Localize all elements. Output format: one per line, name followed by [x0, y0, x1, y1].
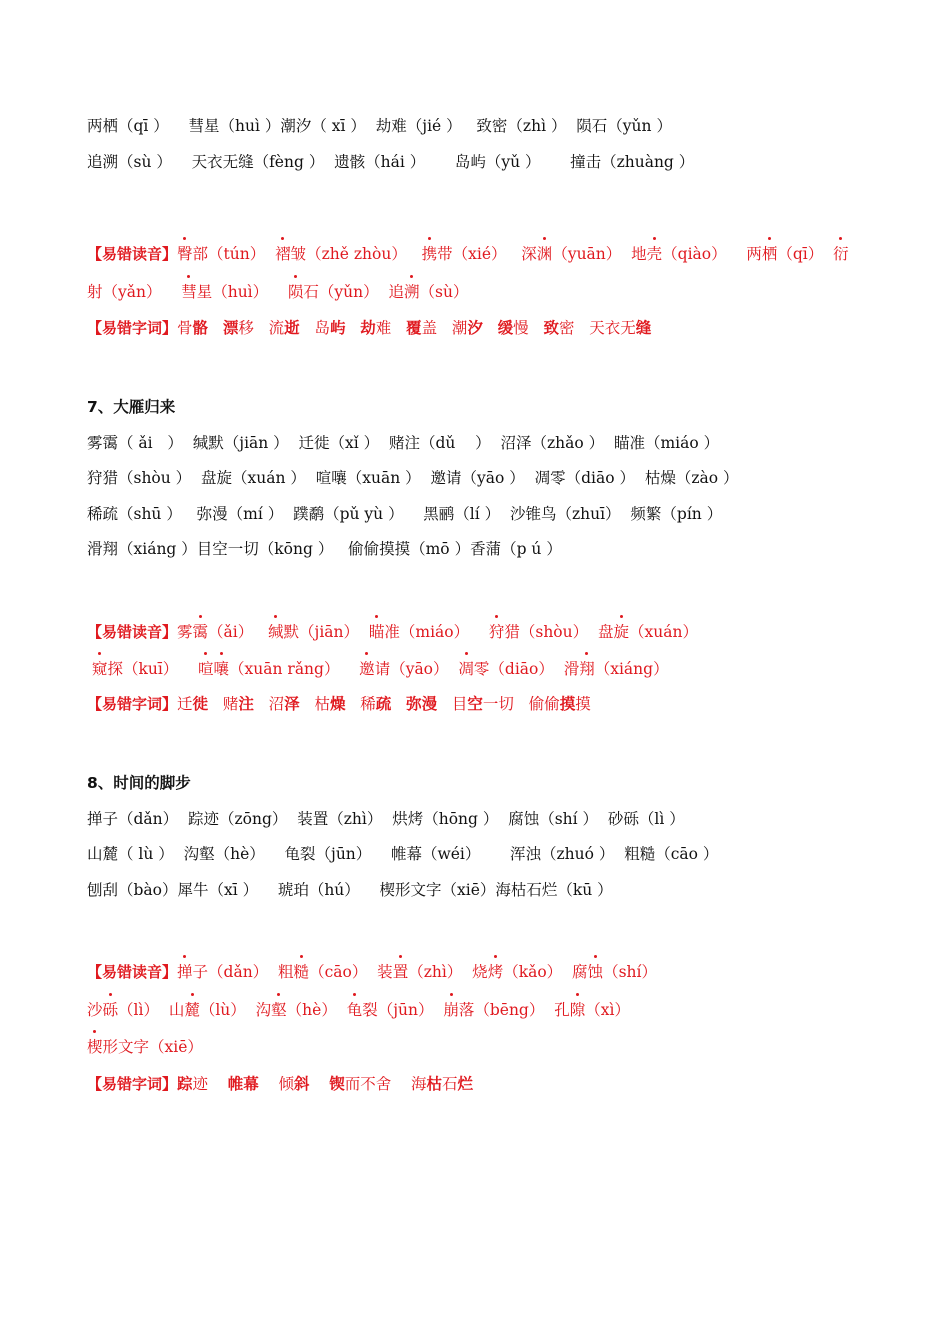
text-segment: 追 [388, 283, 404, 301]
error-pronunciation-line [87, 244, 849, 264]
emphasized-char: 陨 [287, 283, 304, 301]
text-segment: 粗 [278, 963, 294, 981]
bold-char: 逝 [284, 318, 300, 337]
text-segment: （zhì） [408, 963, 473, 981]
text-segment: 岛 [314, 319, 330, 337]
text-segment: （xì） [585, 1001, 630, 1019]
vocab-line: 山麓（ lù ） 沟壑（hè） 龟裂（jūn） 帷幕（wéi） 浑浊（zhuó ） 粗糙（cāo ） [87, 845, 719, 863]
emphasized-char: 瞄 [368, 623, 385, 641]
emphasized-char: 楔 [87, 1038, 103, 1056]
text-segment: 滑 [563, 660, 580, 678]
emphasized-char: 龟 [346, 1001, 363, 1019]
emphasized-char: 邀 [359, 660, 375, 678]
emphasized-char: 置 [392, 963, 409, 981]
text-segment [437, 695, 452, 713]
bold-char: 燥 [329, 694, 346, 713]
emphasized-char: 渊 [536, 245, 553, 263]
emphasized-char: 麓 [184, 1001, 200, 1019]
emphasized-char: 崩 [443, 1001, 459, 1019]
bold-char: 骼 [192, 318, 209, 337]
text-segment [208, 319, 223, 337]
text-segment: （xuán） [629, 623, 698, 641]
text-segment [208, 695, 223, 713]
pronunciation-items [177, 623, 698, 641]
text-segment: 孔 [554, 1001, 570, 1019]
vocab-line: 狩猎（shòu ） 盘旋（xuán ） 喧嚷（xuān ） 邀请（yāo ） 凋零（diāo ） 枯燥（zào ） [87, 469, 739, 487]
text-segment: 一切 [482, 695, 529, 713]
error-character-line [87, 318, 651, 338]
bold-char: 摸 [559, 694, 576, 713]
text-segment [391, 695, 406, 713]
bold-char: 漂 [222, 318, 239, 337]
text-segment: 骨 [177, 319, 193, 337]
vocab-line: 两栖（qī ） 彗星（huì ）潮汐（ xī ） 劫难（jié ） 致密（zhì ） 陨石（yǔn ） [87, 117, 672, 135]
bold-char: 疏 [375, 694, 392, 713]
emphasized-char: 缄 [268, 623, 284, 641]
error-character-tag: 【易错字词】 [87, 319, 178, 337]
text-segment: 子（dǎn） [192, 963, 279, 981]
bold-char: 踪 [177, 1074, 193, 1093]
text-segment: 难 [375, 319, 407, 337]
text-segment: 稀 [360, 695, 376, 713]
vocab-line: 追溯（sù ） 天衣无缝（fèng ） 遗骸（hái ） 岛屿（yǔ ） 撞击（zhuàng ） [87, 153, 695, 171]
text-segment: 皱（zhě zhòu） [290, 245, 422, 263]
text-segment [310, 1075, 330, 1093]
text-segment: 两 [746, 245, 762, 263]
text-segment: 迹 [192, 1075, 228, 1093]
text-segment: 流 [268, 319, 285, 337]
text-segment: 猎（shòu） [504, 623, 598, 641]
emphasized-char: 携 [421, 245, 438, 263]
emphasized-char: 壳 [646, 245, 663, 263]
bold-char: 缓 [497, 318, 514, 337]
vocab-line: 滑翔（xiáng ）目空一切（kōng ） 偷偷摸摸（mō ）香蒲（p ú ） [87, 540, 562, 558]
error-pronunciation-line [87, 1000, 630, 1020]
bold-char: 注 [238, 694, 254, 713]
text-segment: （xuān rǎng） [229, 660, 360, 678]
text-segment: （qiào） [662, 245, 747, 263]
text-segment: 落（bēng） [458, 1001, 555, 1019]
error-pronunciation-line [87, 282, 468, 302]
emphasized-char: 砾 [102, 1001, 119, 1019]
text-segment: 射（yǎn） [87, 283, 182, 301]
emphasized-char: 喧 [198, 660, 214, 678]
text-segment [300, 319, 315, 337]
vocab-line: 稀疏（shū ） 弥漫（mí ） 蹼鹬（pǔ yù ） 黑鹂（lí ） 沙锥鸟（zhuī） 频繁（pín ） [87, 505, 723, 523]
bold-char: 弥漫 [406, 694, 438, 713]
emphasized-char: 臀 [177, 245, 193, 263]
bold-char: 屿 [329, 318, 346, 337]
vocab-line: 雾霭（ ǎi ） 缄默（jiān ） 迁徙（xǐ ） 赌注（dǔ ） 沼泽（zhǎo ） 瞄准（miáo ） [87, 434, 720, 452]
text-segment: （shí） [603, 963, 657, 981]
bold-char: 覆 [406, 318, 422, 337]
emphasized-char: 衍 [833, 245, 849, 263]
vocab-line: 掸子（dǎn） 踪迹（zōng） 装置（zhì） 烘烤（hōng ） 腐蚀（shí ） 砂砾（lì ） [87, 810, 685, 828]
emphasized-char: 褶 [275, 245, 291, 263]
emphasized-char: 狩 [488, 623, 505, 641]
bold-char: 斜 [293, 1074, 310, 1093]
error-pronunciation-line [87, 1037, 203, 1057]
text-segment: 沟 [255, 1001, 272, 1019]
text-segment: 零（diāo） [473, 660, 564, 678]
text-segment: 天衣无 [589, 319, 636, 337]
character-items [177, 319, 651, 337]
text-segment: （ǎi） [208, 623, 269, 641]
text-segment: （lù） [199, 1001, 256, 1019]
error-pronunciation-line [87, 659, 669, 679]
text-segment: 而不舍 海 [344, 1075, 427, 1093]
text-segment: 沼 [268, 695, 285, 713]
text-segment [300, 695, 315, 713]
emphasized-char: 凋 [458, 660, 474, 678]
emphasized-char: 嚷 [213, 660, 230, 678]
error-pronunciation-line [87, 962, 657, 982]
emphasized-char: 翔 [579, 660, 595, 678]
text-segment: 目 [451, 695, 468, 713]
text-segment: （xiáng） [594, 660, 669, 678]
text-segment: 移 [238, 319, 269, 337]
text-segment: 偷偷 [528, 695, 560, 713]
emphasized-char: 霭 [192, 623, 209, 641]
emphasized-char: 壑 [271, 1001, 287, 1019]
text-segment: 赌 [222, 695, 239, 713]
text-segment: 形文字（xiē） [102, 1038, 203, 1056]
text-segment: 石（yǔn） [303, 283, 389, 301]
emphasized-char: 掸 [177, 963, 193, 981]
error-pronunciation-line [87, 622, 698, 642]
bold-char: 汐 [467, 318, 483, 337]
text-segment: 准（miáo） [384, 623, 489, 641]
bold-char: 劫 [360, 318, 376, 337]
bold-char: 缝 [635, 318, 652, 337]
text-segment: （sù） [419, 283, 469, 301]
text-segment: 慢 [513, 319, 544, 337]
text-segment: 带（xié） [437, 245, 522, 263]
text-segment: （cāo） [309, 963, 378, 981]
text-segment: 石 [441, 1075, 458, 1093]
bold-char: 致 [543, 318, 559, 337]
pronunciation-items [177, 245, 849, 263]
emphasized-char: 旋 [613, 623, 629, 641]
text-segment: 请（yāo） [374, 660, 459, 678]
bold-char: 徙 [192, 694, 209, 713]
text-segment: 部（tún） [192, 245, 276, 263]
emphasized-char: 蚀 [587, 963, 604, 981]
text-segment: 装 [377, 963, 393, 981]
section-heading: 8、时间的脚步 [87, 774, 191, 792]
text-segment: 盖 [421, 319, 452, 337]
bold-char: 空 [467, 694, 483, 713]
text-segment [345, 319, 360, 337]
text-segment [483, 319, 498, 337]
emphasized-char: 溯 [403, 283, 420, 301]
text-segment: 雾 [177, 623, 193, 641]
text-segment: （hè） [286, 1001, 347, 1019]
emphasized-char: 栖 [761, 245, 778, 263]
text-segment: 山 [168, 1001, 185, 1019]
error-character-tag: 【易错字词】 [87, 695, 178, 713]
text-segment: 沙 [87, 1001, 103, 1019]
text-segment: 地 [631, 245, 647, 263]
pronunciation-items [177, 963, 657, 981]
emphasized-char: 糙 [293, 963, 310, 981]
text-segment: 腐 [572, 963, 588, 981]
text-segment: 盘 [597, 623, 614, 641]
emphasized-char: 彗 [181, 283, 197, 301]
section-heading: 7、大雁归来 [87, 398, 176, 416]
text-segment: 摸 [575, 695, 591, 713]
text-segment: （yuān） [552, 245, 632, 263]
text-segment: 星（huì） [196, 283, 288, 301]
text-segment: 迁 [177, 695, 193, 713]
text-segment [254, 695, 269, 713]
text-segment: 倾 [258, 1075, 294, 1093]
text-segment: 深 [521, 245, 537, 263]
error-pronunciation-tag: 【易错读音】 [87, 963, 178, 981]
error-character-line [87, 1074, 473, 1094]
text-segment: 默（jiān） [283, 623, 369, 641]
text-segment: （kǎo） [503, 963, 573, 981]
vocab-line: 刨刮（bào）犀牛（xī ） 琥珀（hú） 楔形文字（xiē）海枯石烂（kū ） [87, 881, 613, 899]
error-pronunciation-tag: 【易错读音】 [87, 245, 178, 263]
text-segment: 烧 [472, 963, 488, 981]
bold-char: 烂 [457, 1074, 473, 1093]
emphasized-char: 窥 [91, 660, 108, 678]
error-character-tag: 【易错字词】 [87, 1075, 178, 1093]
emphasized-char: 烤 [487, 963, 504, 981]
text-segment: 探（kuī） [107, 660, 198, 678]
character-items [177, 695, 591, 713]
text-segment: 潮 [451, 319, 468, 337]
text-segment: 枯 [314, 695, 330, 713]
text-segment: （lì） [118, 1001, 169, 1019]
emphasized-char: 隙 [569, 1001, 586, 1019]
text-segment: （qī） [777, 245, 834, 263]
text-segment: 裂（jūn） [362, 1001, 444, 1019]
bold-char: 锲 [329, 1074, 345, 1093]
bold-char: 帷幕 [227, 1074, 259, 1093]
bold-char: 泽 [284, 694, 300, 713]
character-items [177, 1075, 473, 1093]
text-segment: 密 [558, 319, 590, 337]
bold-char: 枯 [426, 1074, 442, 1093]
error-pronunciation-tag: 【易错读音】 [87, 623, 178, 641]
text-segment [345, 695, 360, 713]
error-character-line [87, 694, 591, 714]
